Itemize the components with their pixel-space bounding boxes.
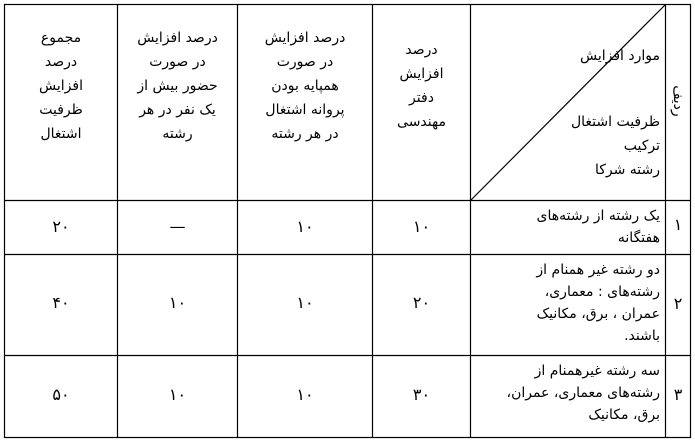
office-increase-value: ۱۰: [412, 217, 431, 236]
office-increase-value: ۲۰: [412, 293, 431, 312]
row-number: ۱: [673, 215, 683, 234]
corner-top-label: موارد افزایش: [579, 48, 660, 64]
corner-bottom-label: ظرفیت اشتغال ترکیب رشته شرکا: [570, 114, 660, 178]
multi-person-increase-value: —: [169, 217, 186, 236]
license-increase-value: ۱۰: [296, 385, 314, 404]
total-increase-value: ۵۰: [52, 385, 70, 404]
office-increase-value: ۳۰: [412, 385, 431, 404]
row-description: دو رشته غیر همنام از رشته‌های : معماری، عمران ، برق، مکانیک باشند.: [536, 262, 660, 344]
license-increase-value: ۱۰: [296, 293, 314, 312]
row-number: ۲: [673, 294, 683, 313]
header-multi-person-increase: درصد افزایش در صورت حضور بیش از یک نفر در هر رشته: [137, 30, 218, 142]
row-description: یک رشته از رشته‌های هفتگانه: [536, 208, 660, 246]
row-number-header: ردیف: [670, 85, 686, 117]
row-description: سه رشته غیرهمنام از رشته‌های معماری، عمران، برق، مکانیک: [506, 363, 660, 423]
multi-person-increase-value: ۱۰: [168, 293, 187, 312]
row-number: ۳: [673, 385, 683, 404]
total-increase-value: ۴۰: [52, 293, 70, 312]
header-office-increase: درصد افزایش دفتر مهندسی: [397, 42, 446, 130]
header-license-increase: درصد افزایش در صورت همپایه بودن پروانه اشتغال در هر رشته: [264, 30, 346, 142]
license-increase-value: ۱۰: [296, 217, 314, 236]
row-number-header-cell: [666, 5, 690, 200]
total-increase-value: ۲۰: [52, 217, 70, 236]
header-total-increase: مجموع درصد افزایش ظرفیت اشتغال: [39, 30, 83, 142]
multi-person-increase-value: ۱۰: [168, 385, 187, 404]
